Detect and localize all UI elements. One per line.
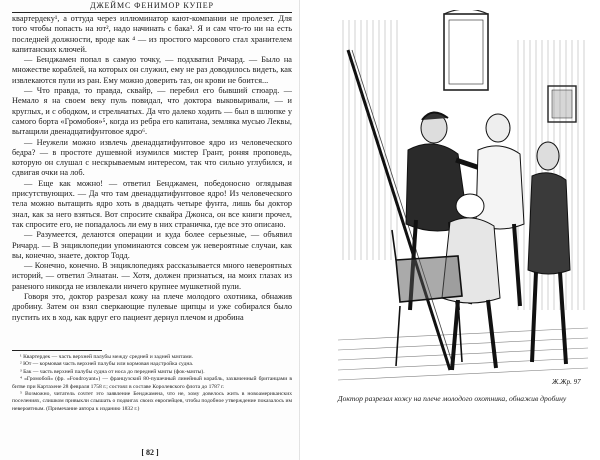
page-number: [ 82 ] [141, 448, 159, 457]
paragraph: — Что правда, то правда, сквайр, — перебил его бывший стюард. — Немало я на своем веку пуль повидал, что доктора выковыривали, — и круглых, и с ободком, и стрельчатых. Да что далеко ходить — был в шлюпке у самого борта «Громобоя»⁵, когда из ребра его капитана, земляка мусью Леквы, вытащили двенадцатифунтовое ядро⁶. [12, 86, 292, 137]
footnote: ⁴ «Громобой» (фр. «Foudroyant») — французский 80-пушечный линейный корабль, захваченный британцами в битве при Картахене 28 февраля 1758 г.; состоял в составе Королевского флота до 1787 г. [12, 376, 292, 390]
paragraph: — Бенджамен попал в самую точку, — подхватил Ричард. — Было на множестве кораблей, на которых он служил, ему не раз доводилось видеть, как извлекаются пули из ран. Ему можно доверить таз, он крови не боится... [12, 55, 292, 85]
wall-picture [548, 86, 576, 122]
header-rule [12, 12, 292, 13]
engraving-illustration [338, 10, 588, 394]
footnote: ³ Бак — часть верхней палубы судна от носа до передней мачты (фок-мачты). [20, 368, 205, 375]
illustration-caption: Доктор разрезал кожу на плече молодого охотника, обнажив дробину [337, 394, 567, 403]
footnotes [12, 354, 292, 446]
paragraph: — Неужели можно извлечь двенадцатифунтовое ядро из человеческого бедра? — в простоте душевной изумился мистер Грант, роняя проповедь, которую он слушал с нескрываемым интересом, так что сильно углубился, и сдвигая очки на лоб. [12, 137, 292, 178]
running-head: ДЖЕЙМС ФЕНИМОР КУПЕР [90, 1, 214, 10]
illustration [338, 10, 588, 394]
paragraph: Говоря это, доктор разрезал кожу на плече молодого охотника, обнажив дробину. Затем он взял сверкающие пулевые щипцы и уже собирался было пустить их в ход, как вдруг его пациент дернул плечом и дробина [12, 292, 292, 322]
paragraph: — Еще как можно! — ответил Бенджамен, победоносно оглядывая присутствующих. — Да что там двенадцатифунтовое ядро! Из человеческого тела можно вытащить ядро хоть в двадцать четыре фунта, лишь бы доктор знал, как за него взяться. Вот спросите сквайра Джонса, он все книги прочел, так спросите его, не попадалось ли ему в них страничка, где все это описано. [12, 178, 292, 229]
paragraph: квартердеку¹, а оттуда через иллюминатор кают-компании не пролезет. Для того чтобы попасть на ют², надо начинать с бака³. Я и сам что-то ни на есть последней должности, вроде как ⁴ — из простого марсового стал хранителем капитанских ключей. [12, 14, 292, 54]
footnote: ¹ Квартердек — часть верхней палубы между средней и задней мачтами. [20, 354, 194, 360]
standing-man-figure [528, 142, 570, 364]
artist-signature: Ж.Жр. 97 [552, 378, 581, 386]
wall-mirror [444, 10, 488, 90]
floor-hatching [338, 328, 588, 380]
footnote: ⁵ Возможно, читатель сочтет это заявление Бенджамена, что не, хому довелось жить в новоамериканских поселениях, слишком привыкли слышать о подвигах своих европейцев, чтобы подобное утверждение показалось им невероятным. (Примечание автора к изданию 1832 г.) [12, 391, 292, 412]
footnote: ² Ют — кормовая часть верхней палубы или кормовая надстройка судна. [20, 361, 194, 368]
body-text [12, 14, 292, 326]
footnote-rule [12, 350, 102, 351]
paragraph: — Конечно, конечно. В энциклопедиях рассказывается много невероятных историй, — ответил Элнатан. — Хотя, должен признаться, на моих глазах из раненого никогда не извлекали ничего крупнее мушкетной пули. [12, 261, 292, 291]
paragraph: — Разумеется, делаются операции и куда более серьезные, — объявил Ричард. — В энциклопедии упоминаются совсем уж невероятные случаи, как вы, конечно, знаете, доктор Тодд. [12, 230, 292, 260]
